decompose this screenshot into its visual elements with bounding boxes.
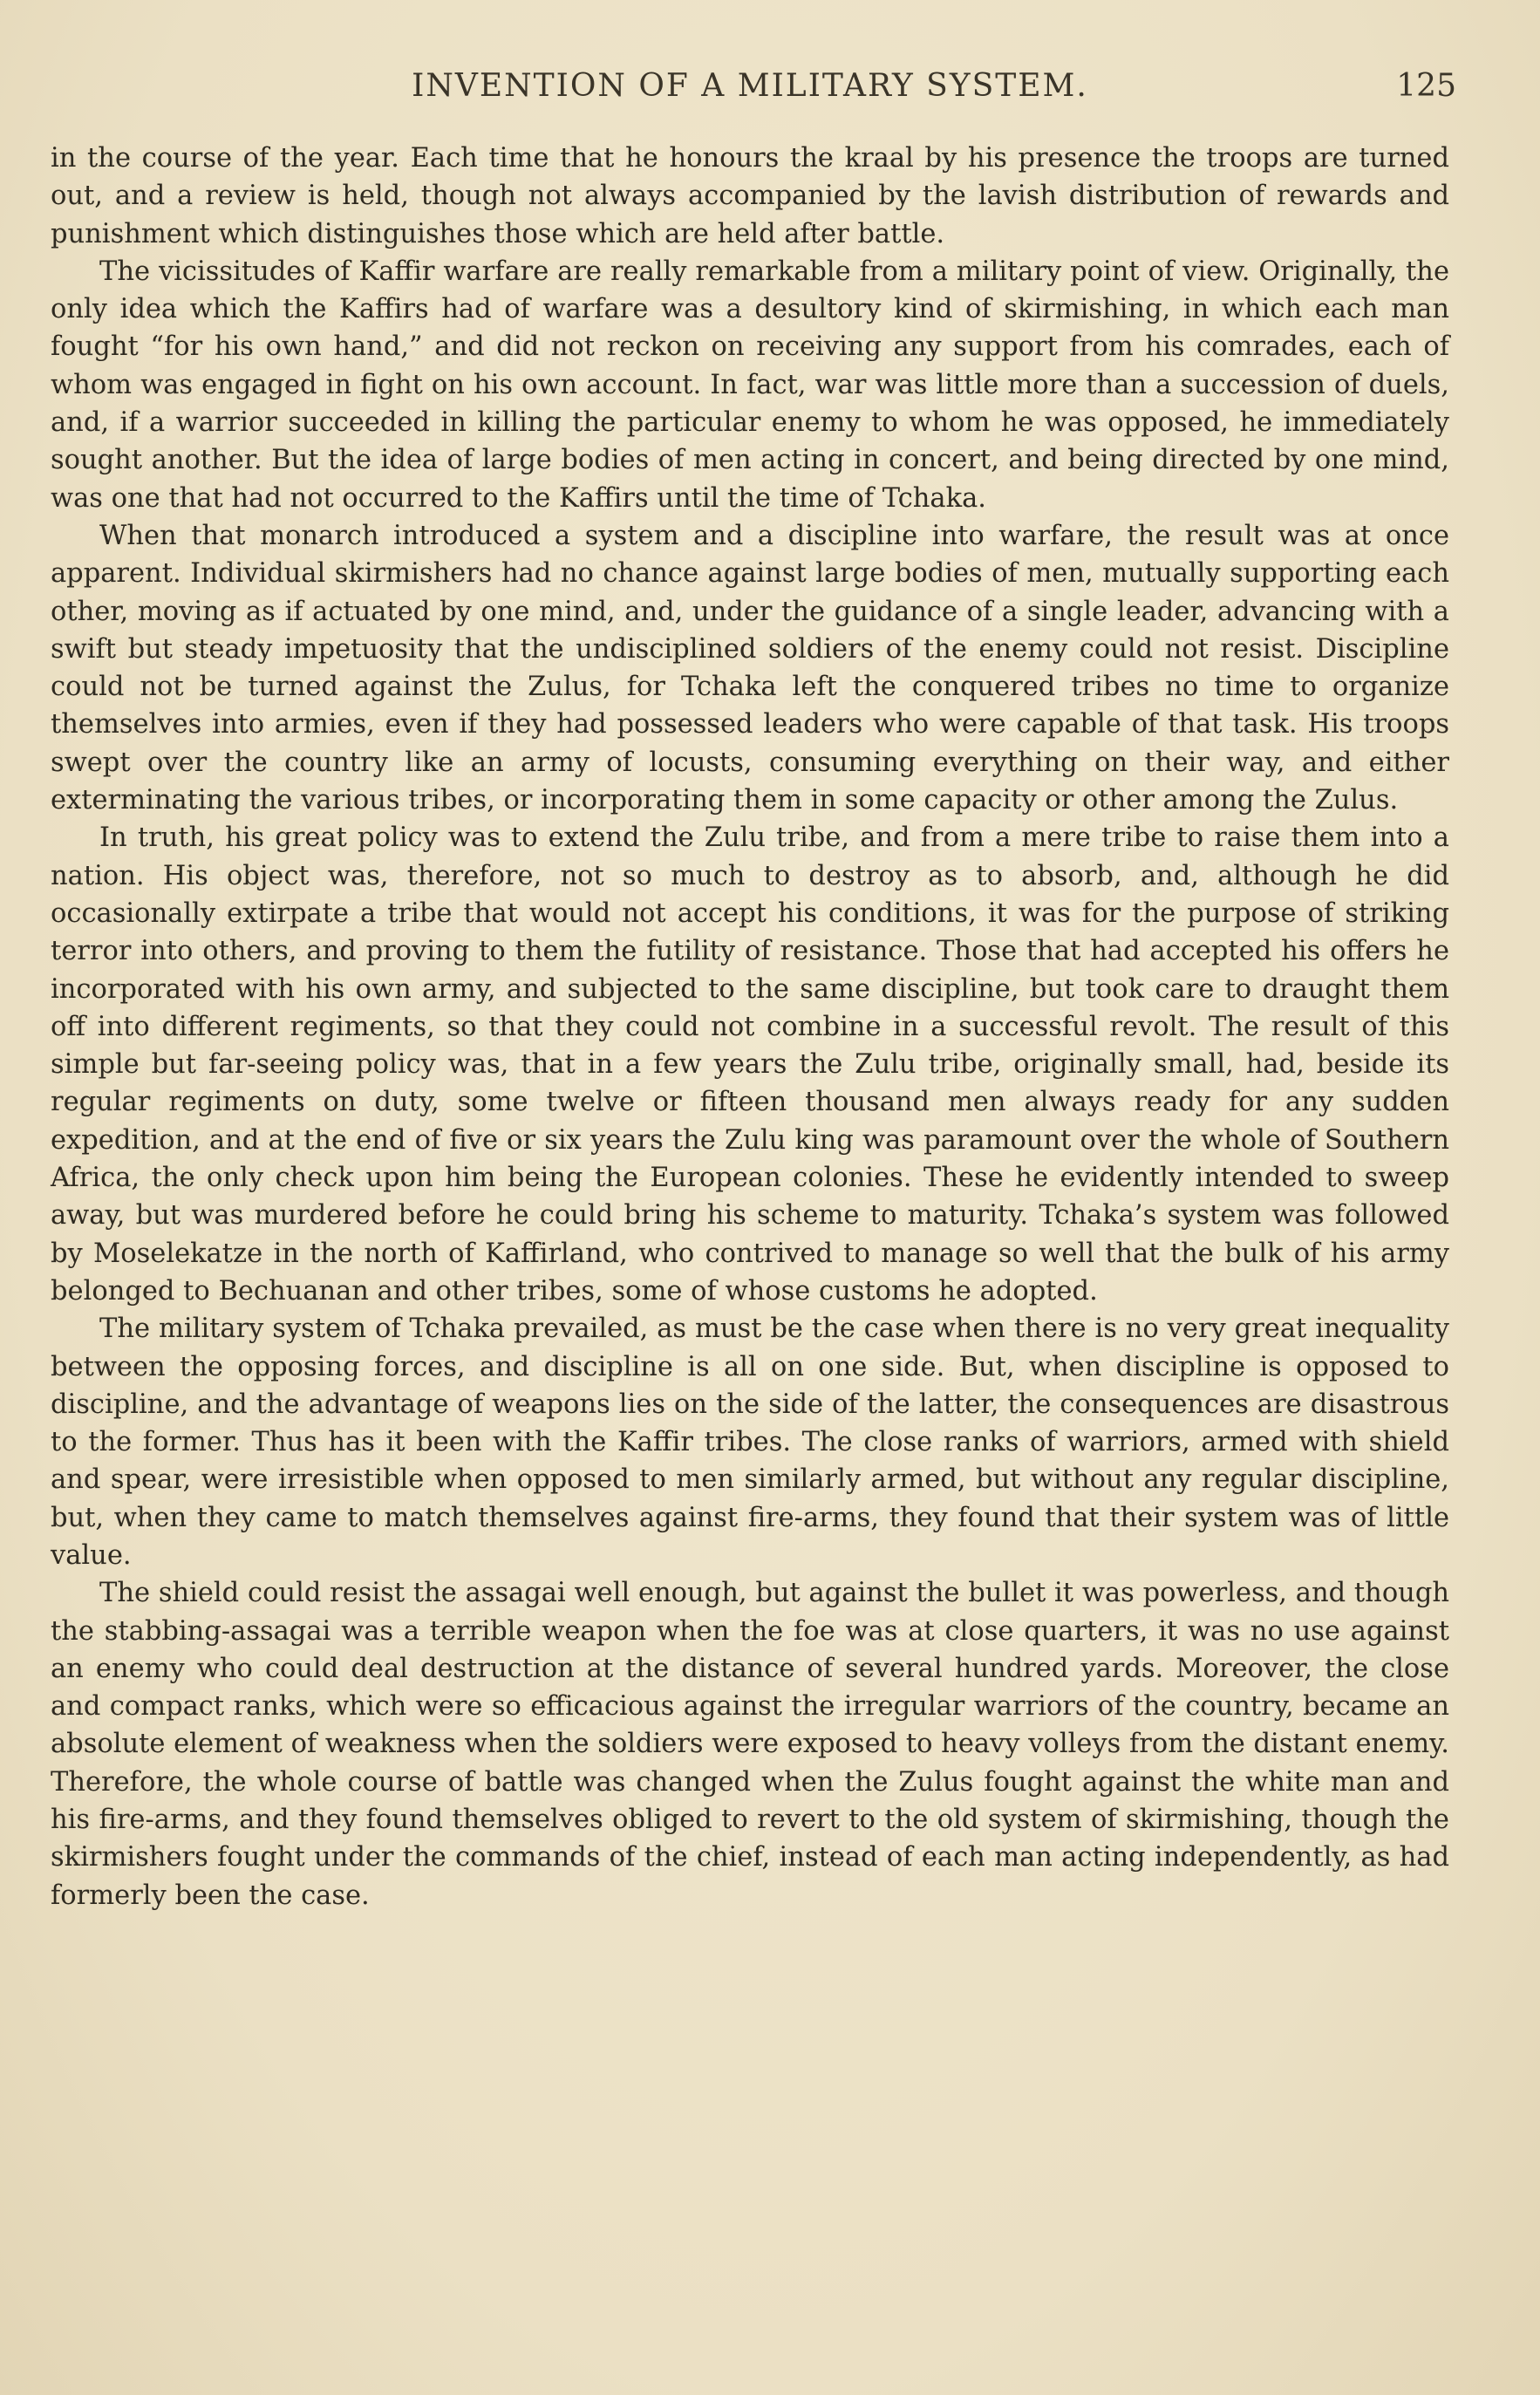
running-head: [51, 65, 1456, 108]
paragraph-continuation: in the course of the year. Each time that he honours the kraal by his presence the troops are turned out, and a review is held, though not always accompanied by the lavish distribution of rewards and punishment which distinguishes those which are held after battle.: [51, 143, 1449, 249]
paragraph-shield-assagai: The shield could resist the assagai well enough, but against the bullet it was powerless, and though the stabbing-assagai was a terrible weapon when the foe was at close quarters, it was no use against an enemy who could deal destruction at the distance of several hundred yards. Moreover, the close and compact ranks, which were so efficacious against the irregular warriors of the country, became an absolute element of weakness when the soldiers were exposed to heavy volleys from the distant enemy. Therefore, the whole course of battle was changed when the Zulus fought against the white man and his fire-arms, and they found themselves obliged to revert to the old system of skirmishing, though the skirmishers fought under the commands of the chief, instead of each man acting independently, as had formerly been the case.: [51, 1578, 1449, 1911]
paragraph-kaffir-warfare: The vicissitudes of Kaffir warfare are really remarkable from a military point of view. Originally, the only idea which the Kaffirs had of warfare was a desultory kind of skirmishing, in which each man fought “for his own hand,” and did not reckon on receiving any support from his comrades, each of whom was engaged in fight on his own account. In fact, war was little more than a succession of duels, and, if a warrior succeeded in killing the particular enemy to whom he was opposed, he immediately sought another. But the idea of large bodies of men acting in concert, and being directed by one mind, was one that had not occurred to the Kaffirs until the time of Tchaka.: [51, 256, 1449, 514]
paragraph-zulu-policy: In truth, his great policy was to extend the Zulu tribe, and from a mere tribe to raise them into a nation. His object was, therefore, not so much to destroy as to absorb, and, although he did occasionally extirpate a tribe that would not accept his conditions, it was for the purpose of striking terror into others, and proving to them the futility of resistance. Those that had accepted his offers he incorporated with his own army, and subjected to the same discipline, but took care to draught them off into different regiments, so that they could not combine in a successful revolt. The result of this simple but far-seeing policy was, that in a few years the Zulu tribe, originally small, had, beside its regular regiments on duty, some twelve or fifteen thousand men always ready for any sudden expedition, and at the end of five or six years the Zulu king was paramount over the whole of Southern Africa, the only check upon him being the European colonies. These he evidently intended to sweep away, but was murdered before he could bring his scheme to maturity. Tchaka’s system was followed by Moselekatze in the north of Kaffirland, who contrived to manage so well that the bulk of his army belonged to Bechuanan and other tribes, some of whose customs he adopted.: [51, 822, 1449, 1307]
paragraph-military-system: The military system of Tchaka prevailed, as must be the case when there is no very great inequality between the opposing forces, and discipline is all on one side. But, when discipline is opposed to discipline, and the advantage of weapons lies on the side of the latter, the consequences are disastrous to the former. Thus has it been with the Kaffir tribes. The close ranks of warriors, armed with shield and spear, were irresistible when opposed to men similarly armed, but without any regular discipline, but, when they came to match themselves against fire-arms, they found that their system was of little value.: [51, 1313, 1449, 1571]
body-text: [51, 140, 1449, 1914]
chapter-title: INVENTION OF A MILITARY SYSTEM.: [412, 68, 1088, 104]
paragraph-discipline: When that monarch introduced a system and a discipline into warfare, the result was at once apparent. Individual skirmishers had no chance against large bodies of men, mutually supporting each other, moving as if actuated by one mind, and, under the guidance of a single leader, advancing with a swift but steady impetuosity that the undisciplined soldiers of the enemy could not resist. Discipline could not be turned against the Zulus, for Tchaka left the conquered tribes no time to organize themselves into armies, even if they had possessed leaders who were capable of that task. His troops swept over the country like an army of locusts, consuming everything on their way, and either exterminating the various tribes, or incorporating them in some capacity or other among the Zulus.: [51, 520, 1449, 816]
page-number: 125: [1396, 68, 1456, 104]
